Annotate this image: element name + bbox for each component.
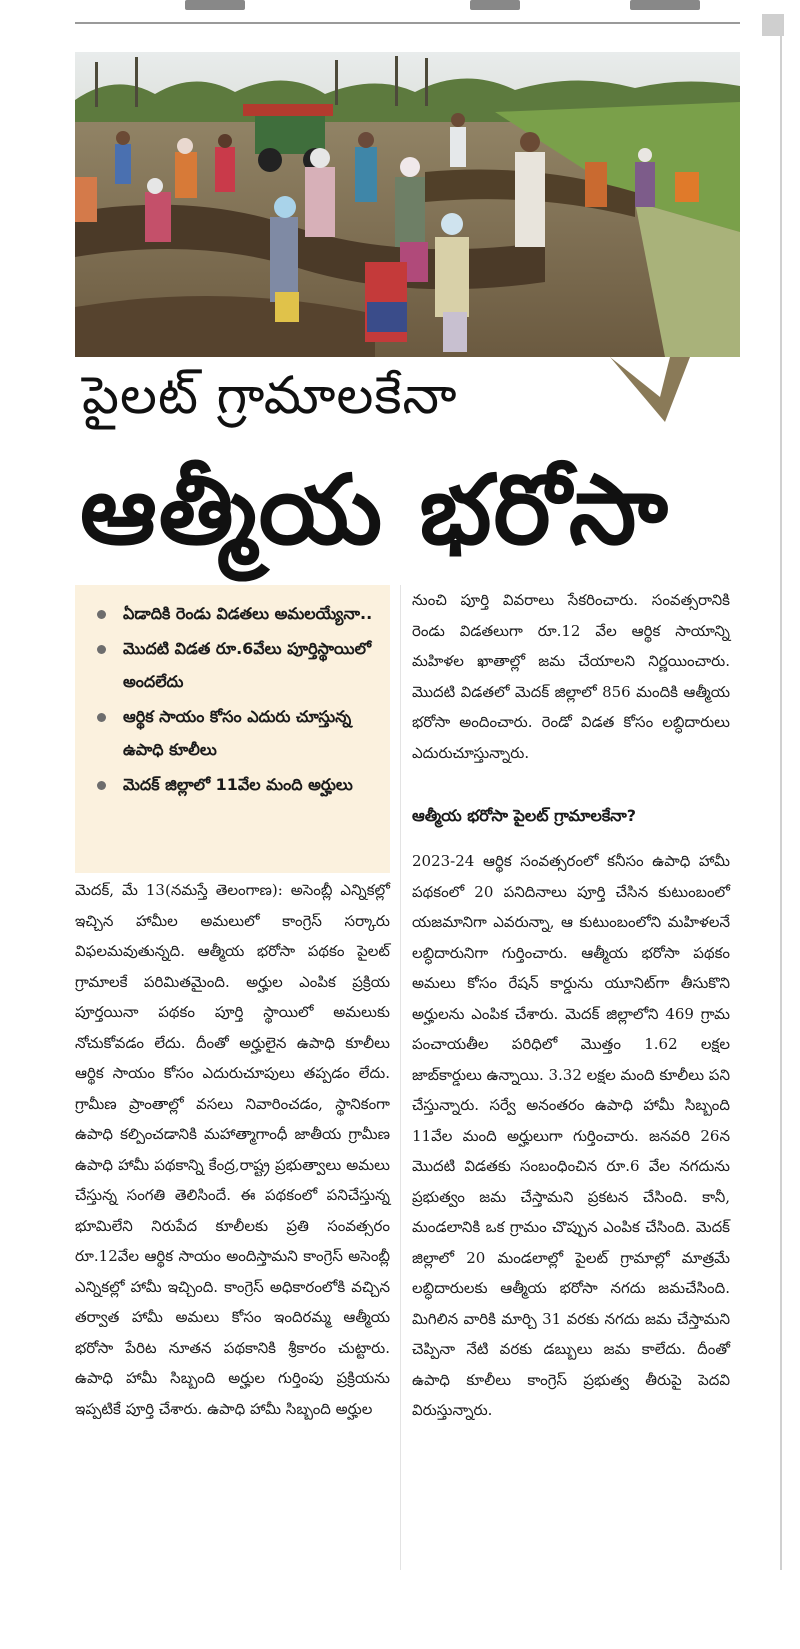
bullet-icon xyxy=(97,645,106,654)
headline-pointer xyxy=(610,357,690,422)
highlights-box xyxy=(75,585,390,873)
top-divider xyxy=(75,22,740,24)
news-photo xyxy=(75,52,740,357)
highlight-item xyxy=(93,597,380,630)
article-paragraph: 2023-24 ఆర్థిక సంవత్సరంలో కనీసం ఉపాధి హామీ పథకంలో 20 పనిదినాలు పూర్తి చేసిన కుటుంబంలో యజమానిగా ఎవరున్నా, ఆ కుటుంబంలోని మహిళలనే లబ్ధిదారునిగా గుర్తించారు. ఆత్మీయ భరోసా పథకం అమలు కోసం రేషన్ కార్డును యూనిట్‌గా తీసుకొని అర్హులను ఎంపిక చేశారు. మెదక్ జిల్లాలోని 469 గ్రామ పంచాయతీల పరిధిలో మొత్తం 1.62 లక్షల జాబ్‌కార్డులు ఉన్నాయి. 3.32 లక్షల మంది కూలీలు పని చేస్తున్నారు. సర్వే అనంతరం ఉపాధి హామీ సిబ్బంది 11వేల మంది అర్హులుగా గుర్తించారు. జనవరి 26న మొదటి విడతకు సంబంధించిన రూ.6 వేల నగదును ప్రభుత్వం జమ చేస్తామని ప్రకటన చేసింది. కానీ, మండలానికి ఒక గ్రామం చొప్పున ఎంపిక చేసింది. మెదక్ జిల్లాలో 20 మండలాల్లో పైలట్ గ్రామాల్లో మాత్రమే లబ్ధిదారులకు ఆత్మీయ భరోసా నగదు జమచేసింది. మిగిలిన వారికి మార్చి 31 వరకు నగదు జమ చేస్తామని చెప్పినా నేటి వరకు డబ్బులు జమ కాలేదు. దీంతో ఉపాధి కూలీలు కాంగ్రెస్ ప్రభుత్వ తీరుపై పెదవి విరుస్తున్నారు. xyxy=(412,852,730,1419)
bullet-icon xyxy=(97,713,106,722)
article-column-right-bottom xyxy=(412,846,730,1426)
article-paragraph: నుంచి పూర్తి వివరాలు సేకరించారు. సంవత్సరానికి రెండు విడతలుగా రూ.12 వేల ఆర్థిక సాయాన్ని మహిళల ఖాతాల్లో జమ చేయాలని నిర్ణయించారు. మొదటి విడతలో మెదక్ జిల్లాలో 856 మందికి ఆత్మీయ భరోసా అందించారు. రెండో విడత కోసం లబ్ధిదారులు ఎదురుచూస్తున్నారు. xyxy=(412,591,730,762)
bullet-icon xyxy=(97,781,106,790)
highlight-text: మొదటి విడత రూ.6వేలు పూర్తిస్థాయిలో అందలేదు xyxy=(123,639,372,691)
article-column-right-top xyxy=(412,585,730,768)
page-right-border xyxy=(780,20,782,1570)
clipped-text-fragment xyxy=(185,0,245,10)
highlight-text: మెదక్ జిల్లాలో 11వేల మంది అర్హులు xyxy=(123,775,353,794)
highlight-item xyxy=(93,632,380,698)
headline-main: ఆత్మీయ భరోసా xyxy=(80,454,670,566)
highlight-item xyxy=(93,700,380,766)
article-subheading: ఆత్మీయ భరోసా పైలట్ గ్రామాలకేనా? xyxy=(412,806,637,825)
top-page-edge xyxy=(0,0,800,30)
clipped-text-fragment xyxy=(630,0,700,10)
headline-kicker: పైలట్ గ్రామాలకేనా xyxy=(82,366,458,426)
article-column-left xyxy=(75,875,390,1424)
highlight-text: ఏడాదికి రెండు విడతలు అమలయ్యేనా.. xyxy=(123,604,373,623)
clipped-text-fragment xyxy=(470,0,520,10)
highlight-item xyxy=(93,768,380,801)
article-paragraph: మెదక్, మే 13(నమస్తే తెలంగాణ): అసెంబ్లీ ఎన్నికల్లో ఇచ్చిన హామీల అమలులో కాంగ్రెస్ సర్కారు విఫలమవుతున్నది. ఆత్మీయ భరోసా పథకం పైలట్ గ్రామాలకే పరిమితమైంది. అర్హుల ఎంపిక ప్రక్రియ పూర్తయినా పథకం పూర్తి స్థాయిలో అమలుకు నోచుకోవడం లేదు. దీంతో అర్హులైన ఉపాధి కూలీలు ఆర్థిక సాయం కోసం ఎదురుచూపులు తప్పడం లేదు. గ్రామీణ ప్రాంతాల్లో వసలు నివారించడం, స్థానికంగా ఉపాధి కల్పించడానికి మహాత్మాగాంధీ జాతీయ గ్రామీణ ఉపాధి హామీ పథకాన్ని కేంద్ర,రాష్ట్ర ప్రభుత్వాలు అమలు చేస్తున్న సంగతి తెలిసిందే. ఈ పథకంలో పనిచేస్తున్న భూమిలేని నిరుపేద కూలీలకు ప్రతి సంవత్సరం రూ.12వేల ఆర్థిక సాయం అందిస్తామని కాంగ్రెస్ అసెంబ్లీ ఎన్నికల్లో హామీ ఇచ్చింది. కాంగ్రెస్ అధికారంలోకి వచ్చిన తర్వాత హామీ అమలు కోసం ఇందిరమ్మ ఆత్మీయ భరోసా పేరిట నూతన పథకానికి శ్రీకారం చుట్టారు. ఉపాధి హామీ సిబ్బంది అర్హుల గుర్తింపు ప్రక్రియను ఇప్పటికే పూర్తి చేశారు. ఉపాధి హామీ సిబ్బంది అర్హుల xyxy=(75,881,390,1418)
highlight-text: ఆర్థిక సాయం కోసం ఎదురు చూస్తున్న ఉపాధి కూలీలు xyxy=(123,707,352,759)
column-divider xyxy=(400,585,401,1570)
bullet-icon xyxy=(97,610,106,619)
